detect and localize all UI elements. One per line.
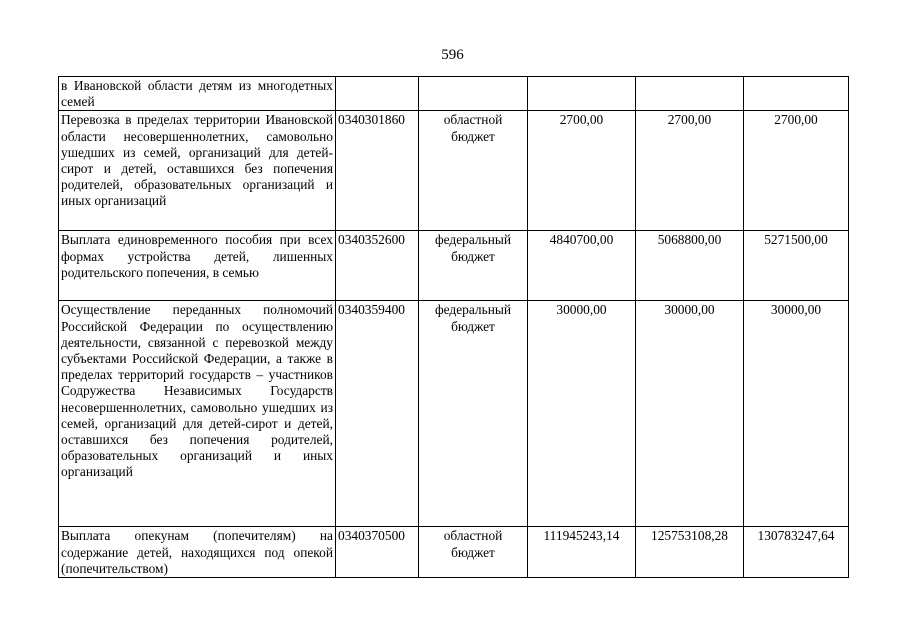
budget-table xyxy=(58,76,849,578)
year-1-amount-cell: 30000,00 xyxy=(528,301,636,527)
funding-source-cell: федеральный бюджет xyxy=(419,231,528,301)
year-2-amount-cell: 125753108,28 xyxy=(636,527,744,578)
table-row xyxy=(59,111,849,231)
table-row xyxy=(59,231,849,301)
year-3-amount-cell: 5271500,00 xyxy=(744,231,849,301)
year-2-amount-cell: 2700,00 xyxy=(636,111,744,231)
year-3-amount-cell: 130783247,64 xyxy=(744,527,849,578)
year-3-amount-cell xyxy=(744,77,849,111)
budget-code-cell: 0340370500 xyxy=(336,527,419,578)
program-name-cell: Перевозка в пределах территории Ивановской области несовершеннолетних, самовольно ушедших из семей, организаций для детей-сирот и детей, оставшихся без попечения родителей, образовательных организаций и иных организаций xyxy=(59,111,336,231)
program-name-cell: Выплата опекунам (попечителям) на содержание детей, находящихся под опекой (попечительством) xyxy=(59,527,336,578)
table-row xyxy=(59,301,849,527)
funding-source-cell: областной бюджет xyxy=(419,111,528,231)
funding-source-cell: федеральный бюджет xyxy=(419,301,528,527)
budget-code-cell xyxy=(336,77,419,111)
year-1-amount-cell: 111945243,14 xyxy=(528,527,636,578)
year-2-amount-cell: 5068800,00 xyxy=(636,231,744,301)
year-1-amount-cell: 2700,00 xyxy=(528,111,636,231)
year-1-amount-cell xyxy=(528,77,636,111)
year-3-amount-cell: 30000,00 xyxy=(744,301,849,527)
year-2-amount-cell: 30000,00 xyxy=(636,301,744,527)
page-number: 596 xyxy=(441,47,464,63)
budget-code-cell: 0340352600 xyxy=(336,231,419,301)
program-name-cell: Выплата единовременного пособия при всех формах устройства детей, лишенных родительского попечения, в семью xyxy=(59,231,336,301)
table-row xyxy=(59,77,849,111)
budget-code-cell: 0340301860 xyxy=(336,111,419,231)
year-3-amount-cell: 2700,00 xyxy=(744,111,849,231)
funding-source-cell: областной бюджет xyxy=(419,527,528,578)
program-name-cell: Осуществление переданных полномочий Российской Федерации по осуществлению деятельности, связанной с перевозкой между субъектами Российской Федерации, а также в пределах территорий государств – участников Содружества Независимых Государств несовершеннолетних, самовольно ушедших из семей, организаций для детей-сирот и детей, оставшихся без попечения родителей, образовательных организаций и иных организаций xyxy=(59,301,336,527)
budget-code-cell: 0340359400 xyxy=(336,301,419,527)
year-1-amount-cell: 4840700,00 xyxy=(528,231,636,301)
table-row xyxy=(59,527,849,578)
program-name-cell: в Ивановской области детям из многодетных семей xyxy=(59,77,336,111)
funding-source-cell xyxy=(419,77,528,111)
year-2-amount-cell xyxy=(636,77,744,111)
